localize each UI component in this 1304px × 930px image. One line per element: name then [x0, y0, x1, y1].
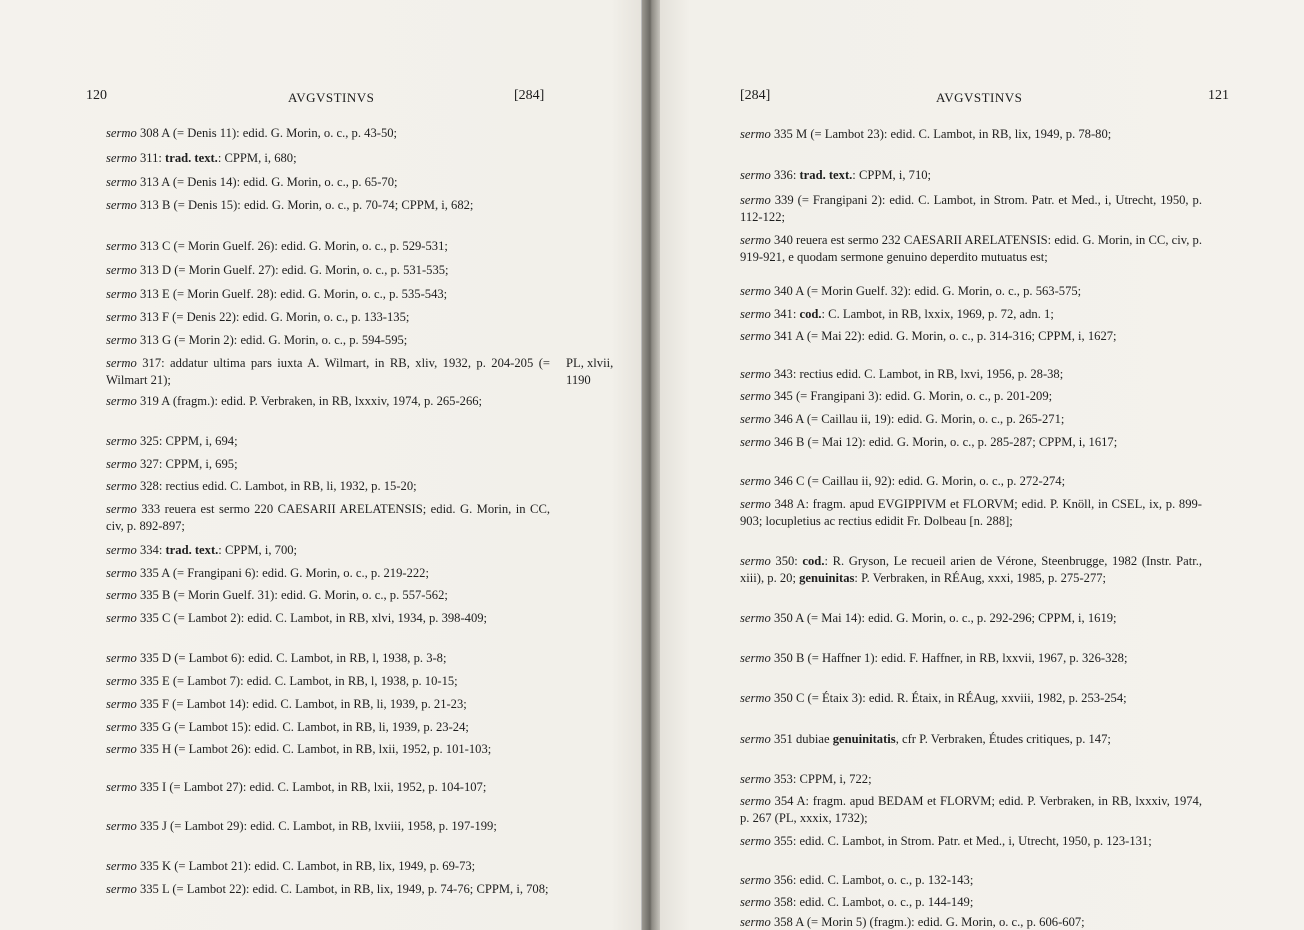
- entry: sermo 313 E (= Morin Guelf. 28): edid. G. Morin, o. c., p. 535-543;: [106, 287, 448, 301]
- bracket-number: [284]: [740, 88, 771, 103]
- entry: sermo 335 G (= Lambot 15): edid. C. Lambot, in RB, li, 1939, p. 23-24;: [106, 720, 469, 734]
- running-head: AVGVSTINVS: [936, 90, 1023, 105]
- entry: sermo 356: edid. C. Lambot, o. c., p. 132-143;: [740, 873, 974, 887]
- entry: sermo 346 A (= Caillau ii, 19): edid. G. Morin, o. c., p. 265-271;: [740, 412, 1065, 426]
- bracket-number: [284]: [514, 88, 545, 103]
- entry: sermo 343: rectius edid. C. Lambot, in RB, lxvi, 1956, p. 28-38;: [740, 367, 1064, 381]
- entry: sermo 348 A: fragm. apud EVGIPPIVM et FLORVM; edid. P. Knöll, in CSEL, ix, p. 899-903; locupletius ac rectius edidit Fr. Dolbeau [n. 288];: [740, 497, 1202, 528]
- entry: sermo 334: trad. text.: CPPM, i, 700;: [106, 543, 298, 557]
- right-page: [660, 0, 1304, 930]
- entry: sermo 355: edid. C. Lambot, in Strom. Patr. et Med., i, Utrecht, 1950, p. 123-131;: [740, 834, 1152, 848]
- entry: sermo 351 dubiae genuinitatis, cfr P. Verbraken, Études critiques, p. 147;: [740, 732, 1111, 746]
- book-gutter: [642, 0, 660, 930]
- entry: sermo 313 F (= Denis 22): edid. G. Morin, o. c., p. 133-135;: [106, 310, 410, 324]
- entry: sermo 313 C (= Morin Guelf. 26): edid. G. Morin, o. c., p. 529-531;: [106, 239, 448, 253]
- entry: sermo 346 B (= Mai 12): edid. G. Morin, o. c., p. 285-287; CPPM, i, 1617;: [740, 435, 1118, 449]
- entry: sermo 335 L (= Lambot 22): edid. C. Lambot, in RB, lix, 1949, p. 74-76; CPPM, i, 708;: [106, 882, 549, 896]
- entry: sermo 354 A: fragm. apud BEDAM et FLORVM; edid. P. Verbraken, in RB, lxxxiv, 1974, p. 267 (PL, xxxix, 1732);: [740, 794, 1202, 825]
- entry: sermo 335 I (= Lambot 27): edid. C. Lambot, in RB, lxii, 1952, p. 104-107;: [106, 780, 487, 794]
- entry: sermo 335 H (= Lambot 26): edid. C. Lambot, in RB, lxii, 1952, p. 101-103;: [106, 742, 492, 756]
- entry: sermo 335 D (= Lambot 6): edid. C. Lambot, in RB, l, 1938, p. 3-8;: [106, 651, 447, 665]
- entry: sermo 341 A (= Mai 22): edid. G. Morin, o. c., p. 314-316; CPPM, i, 1627;: [740, 329, 1117, 343]
- entry: sermo 313 G (= Morin 2): edid. G. Morin, o. c., p. 594-595;: [106, 333, 408, 347]
- page-number: 121: [1208, 88, 1229, 103]
- entry: sermo 350 A (= Mai 14): edid. G. Morin, o. c., p. 292-296; CPPM, i, 1619;: [740, 611, 1117, 625]
- entry: sermo 335 B (= Morin Guelf. 31): edid. G. Morin, o. c., p. 557-562;: [106, 588, 448, 602]
- entry: sermo 319 A (fragm.): edid. P. Verbraken, in RB, lxxxiv, 1974, p. 265-266;: [106, 394, 483, 408]
- entry: sermo 339 (= Frangipani 2): edid. C. Lambot, in Strom. Patr. et Med., i, Utrecht, 1950, p. 112-122;: [740, 193, 1202, 224]
- entry: sermo 335 K (= Lambot 21): edid. C. Lambot, in RB, lix, 1949, p. 69-73;: [106, 859, 476, 873]
- entry: sermo 333 reuera est sermo 220 CAESARII ARELATENSIS; edid. G. Morin, in CC, civ, p. 892-897;: [106, 502, 550, 533]
- entry: sermo 345 (= Frangipani 3): edid. G. Morin, o. c., p. 201-209;: [740, 389, 1053, 403]
- entry: sermo 335 A (= Frangipani 6): edid. G. Morin, o. c., p. 219-222;: [106, 566, 429, 580]
- entry: sermo 327: CPPM, i, 695;: [106, 457, 238, 471]
- entry: sermo 335 C (= Lambot 2): edid. C. Lambot, in RB, xlvi, 1934, p. 398-409;: [106, 611, 488, 625]
- entry: sermo 313 D (= Morin Guelf. 27): edid. G. Morin, o. c., p. 531-535;: [106, 263, 449, 277]
- entry: sermo 317: addatur ultima pars iuxta A. Wilmart, in RB, xliv, 1932, p. 204-205 (= Wilmart 21);: [106, 356, 550, 387]
- entry: sermo 336: trad. text.: CPPM, i, 710;: [740, 168, 932, 182]
- entry: sermo 358 A (= Morin 5) (fragm.): edid. G. Morin, o. c., p. 606-607;: [740, 915, 1085, 929]
- entry: sermo 340 A (= Morin Guelf. 32): edid. G. Morin, o. c., p. 563-575;: [740, 284, 1082, 298]
- entry: sermo 308 A (= Denis 11): edid. G. Morin, o. c., p. 43-50;: [106, 126, 398, 140]
- entry: sermo 341: cod.: C. Lambot, in RB, lxxix, 1969, p. 72, adn. 1;: [740, 307, 1054, 321]
- entry: sermo 350: cod.: R. Gryson, Le recueil arien de Vérone, Steenbrugge, 1982 (Instr. Patr., xiii), p. 20; genuinitas: P. Verbraken, in RÉAug, xxxi, 1985, p. 275-277;: [740, 554, 1202, 585]
- entry: sermo 346 C (= Caillau ii, 92): edid. G. Morin, o. c., p. 272-274;: [740, 474, 1066, 488]
- running-head: AVGVSTINVS: [288, 90, 375, 105]
- page-number: 120: [86, 88, 107, 103]
- entry: sermo 335 J (= Lambot 29): edid. C. Lambot, in RB, lxviii, 1958, p. 197-199;: [106, 819, 497, 833]
- entry: sermo 340 reuera est sermo 232 CAESARII ARELATENSIS: edid. G. Morin, in CC, civ, p. 919-921, e quodam sermone genuino deperdito mutuatus est;: [740, 233, 1202, 264]
- entry: sermo 325: CPPM, i, 694;: [106, 434, 238, 448]
- entry: sermo 311: trad. text.: CPPM, i, 680;: [106, 151, 297, 165]
- entry: sermo 313 A (= Denis 14): edid. G. Morin, o. c., p. 65-70;: [106, 175, 398, 189]
- entry: sermo 358: edid. C. Lambot, o. c., p. 144-149;: [740, 895, 974, 909]
- entry: sermo 313 B (= Denis 15): edid. G. Morin, o. c., p. 70-74; CPPM, i, 682;: [106, 198, 474, 212]
- entry: sermo 335 E (= Lambot 7): edid. C. Lambot, in RB, l, 1938, p. 10-15;: [106, 674, 458, 688]
- entry: sermo 350 C (= Étaix 3): edid. R. Étaix, in RÉAug, xxviii, 1982, p. 253-254;: [740, 691, 1127, 705]
- entry: sermo 335 M (= Lambot 23): edid. C. Lambot, in RB, lix, 1949, p. 78-80;: [740, 127, 1112, 141]
- margin-note: PL, xlvii, 1190: [566, 356, 614, 387]
- entry: sermo 350 B (= Haffner 1): edid. F. Haffner, in RB, lxxvii, 1967, p. 326-328;: [740, 651, 1128, 665]
- entry: sermo 328: rectius edid. C. Lambot, in RB, li, 1932, p. 15-20;: [106, 479, 417, 493]
- left-page: [0, 0, 642, 930]
- entry: sermo 353: CPPM, i, 722;: [740, 772, 872, 786]
- entry: sermo 335 F (= Lambot 14): edid. C. Lambot, in RB, li, 1939, p. 21-23;: [106, 697, 467, 711]
